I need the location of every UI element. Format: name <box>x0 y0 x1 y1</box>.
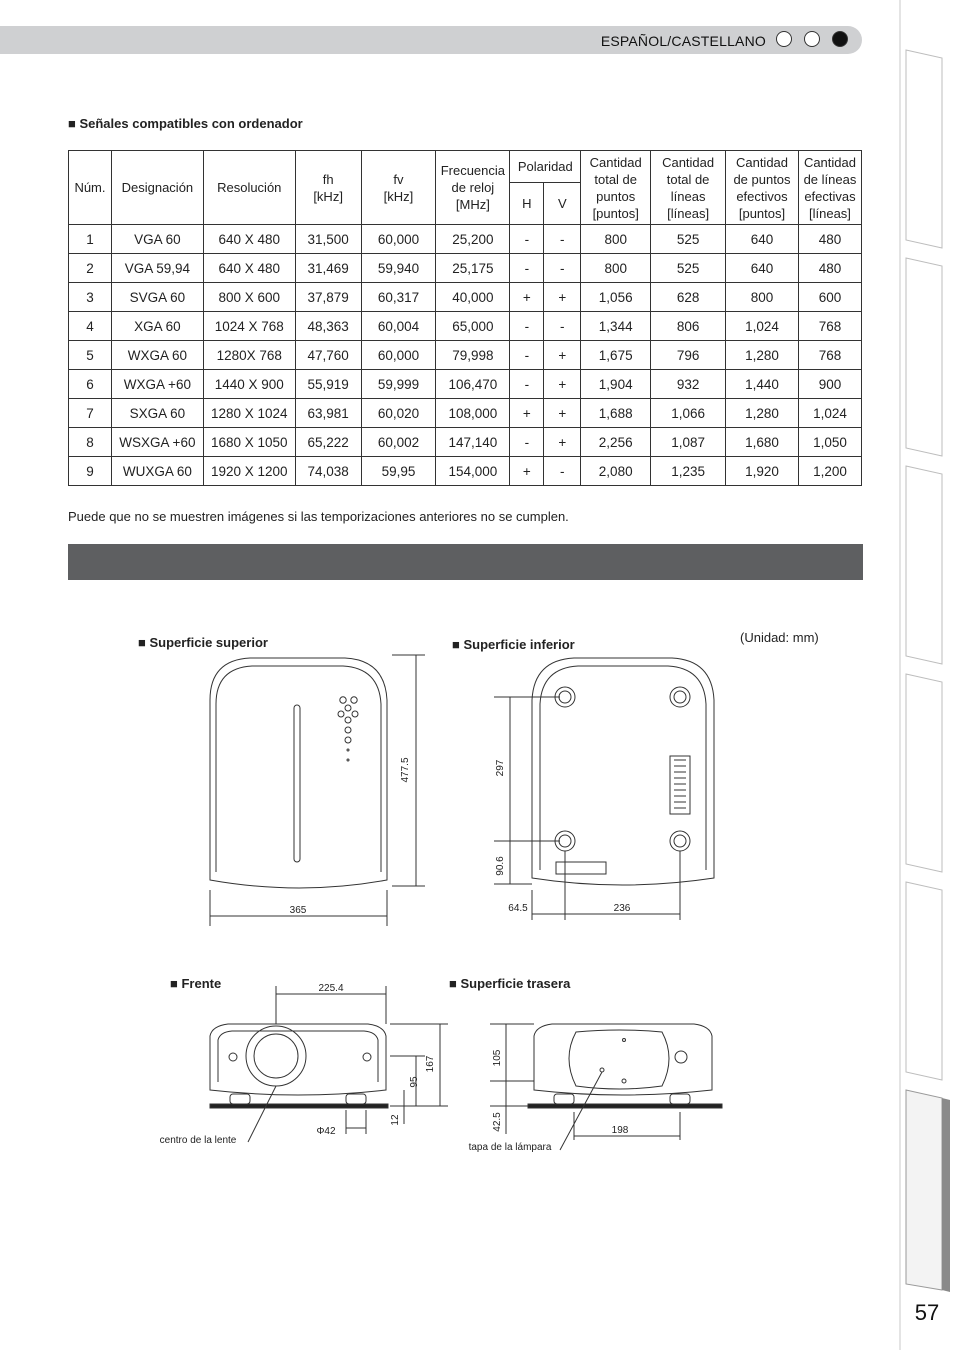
dim-bottom-906: 90.6 <box>495 856 506 876</box>
front-view-drawing <box>210 986 448 1142</box>
table-cell: 2,080 <box>581 457 651 486</box>
table-cell: 640 X 480 <box>203 254 295 283</box>
header-num: Núm. <box>69 151 112 225</box>
header-td-2: total de <box>594 171 638 187</box>
header-bar <box>0 26 862 54</box>
indicator-circle-1 <box>776 31 792 47</box>
table-cell: 640 X 480 <box>203 225 295 254</box>
table-cell: 1,087 <box>651 428 726 457</box>
label-bottom-surface: ■ Superficie inferior <box>452 637 575 652</box>
front-caption: centro de la lente <box>159 1135 237 1146</box>
bottom-view-drawing <box>494 658 714 920</box>
table-cell: 900 <box>798 370 861 399</box>
label-front: ■ Frente <box>170 976 222 991</box>
table-row <box>69 341 862 370</box>
table-cell: 59,95 <box>361 457 436 486</box>
table-cell: 1,688 <box>581 399 651 428</box>
table-cell: - <box>544 225 581 254</box>
table-cell: 1,904 <box>581 370 651 399</box>
header-clock <box>436 151 510 225</box>
header-tl-3: líneas <box>670 188 706 204</box>
header-td-3: puntos <box>596 188 636 204</box>
header-td-1: Cantidad <box>589 154 642 170</box>
table-cell: 1,920 <box>726 457 799 486</box>
header-total-dots <box>581 151 651 225</box>
table-cell: 5 <box>69 341 112 370</box>
page-number: 57 <box>914 1300 940 1325</box>
header-el-4: [líneas] <box>809 205 851 221</box>
table-cell: + <box>510 457 544 486</box>
table-row <box>69 283 862 312</box>
dimension-drawings <box>0 600 898 1180</box>
header-fh <box>295 151 361 225</box>
table-cell: 2 <box>69 254 112 283</box>
table-cell: 31,469 <box>295 254 361 283</box>
table-cell: - <box>510 225 544 254</box>
label-top-surface-text: Superficie superior <box>149 635 268 650</box>
header-el-2: de líneas <box>803 171 857 187</box>
table-cell: 2,256 <box>581 428 651 457</box>
label-rear-surface-text: Superficie trasera <box>460 976 571 991</box>
table-cell: 65,000 <box>436 312 510 341</box>
table-cell: - <box>510 254 544 283</box>
label-front-text: Frente <box>181 976 222 991</box>
header-tl-1: Cantidad <box>662 154 715 170</box>
table-row <box>69 254 862 283</box>
table-cell: 800 <box>581 225 651 254</box>
header-el-1: Cantidad <box>803 154 856 170</box>
rear-view-drawing <box>490 1024 722 1150</box>
table-cell: 1024 X 768 <box>203 312 295 341</box>
table-cell: 60,000 <box>361 341 436 370</box>
header-ed-3: efectivos <box>736 188 788 204</box>
label-rear-surface: ■ Superficie trasera <box>449 976 571 991</box>
table-cell: - <box>510 312 544 341</box>
table-cell: 1,675 <box>581 341 651 370</box>
dimensions-section-bar <box>68 544 863 580</box>
table-cell: 6 <box>69 370 112 399</box>
table-cell: 31,500 <box>295 225 361 254</box>
table-cell: 640 <box>726 225 799 254</box>
table-cell: 1,056 <box>581 283 651 312</box>
header-designation: Designación <box>111 151 203 225</box>
unit-label: (Unidad: mm) <box>740 630 819 645</box>
table-cell: 108,000 <box>436 399 510 428</box>
signals-table <box>68 150 862 486</box>
table-cell: 806 <box>651 312 726 341</box>
table-cell: 640 <box>726 254 799 283</box>
table-cell: 628 <box>651 283 726 312</box>
table-cell: 48,363 <box>295 312 361 341</box>
table-cell: - <box>544 312 581 341</box>
table-cell: + <box>544 428 581 457</box>
table-cell: 79,998 <box>436 341 510 370</box>
indicator-circle-2 <box>804 31 820 47</box>
table-cell: 65,222 <box>295 428 361 457</box>
dim-front-12: 12 <box>390 1114 401 1126</box>
signals-table-body <box>69 225 862 486</box>
table-cell: 3 <box>69 283 112 312</box>
table-cell: 1,344 <box>581 312 651 341</box>
table-cell: WUXGA 60 <box>111 457 203 486</box>
table-cell: 147,140 <box>436 428 510 457</box>
header-eff-dots <box>726 151 799 225</box>
table-cell: 932 <box>651 370 726 399</box>
dim-front-phi: Φ42 <box>316 1126 336 1137</box>
header-tl-2: total de <box>666 171 710 187</box>
table-cell: SVGA 60 <box>111 283 203 312</box>
table-cell: 106,470 <box>436 370 510 399</box>
table-cell: 40,000 <box>436 283 510 312</box>
table-row <box>69 225 862 254</box>
table-cell: 59,999 <box>361 370 436 399</box>
page-edge-tabs <box>898 0 954 1350</box>
dim-rear-425: 42.5 <box>492 1112 503 1132</box>
label-top-surface: ■ Superficie superior <box>138 635 268 650</box>
table-cell: 1,680 <box>726 428 799 457</box>
header-ed-4: [puntos] <box>738 205 786 221</box>
table-cell: + <box>544 283 581 312</box>
section-title-text: Señales compatibles con ordenador <box>79 116 303 131</box>
table-cell: 60,317 <box>361 283 436 312</box>
table-cell: 1,235 <box>651 457 726 486</box>
header-td-4: [puntos] <box>592 205 639 221</box>
dim-rear-198: 198 <box>611 1125 629 1136</box>
table-cell: WSXGA +60 <box>111 428 203 457</box>
table-cell: 4 <box>69 312 112 341</box>
table-cell: 25,200 <box>436 225 510 254</box>
table-cell: 1,280 <box>726 399 799 428</box>
table-cell: 800 <box>726 283 799 312</box>
table-cell: 60,002 <box>361 428 436 457</box>
table-cell: - <box>544 254 581 283</box>
top-view-drawing <box>210 655 425 926</box>
table-cell: 1,280 <box>726 341 799 370</box>
table-cell: 1 <box>69 225 112 254</box>
table-cell: 60,000 <box>361 225 436 254</box>
table-cell: + <box>510 283 544 312</box>
table-cell: 796 <box>651 341 726 370</box>
label-bottom-surface-text: Superficie inferior <box>463 637 575 652</box>
table-cell: + <box>510 399 544 428</box>
rear-caption: tapa de la lámpara <box>468 1142 552 1153</box>
table-cell: 1440 X 900 <box>203 370 295 399</box>
table-row <box>69 457 862 486</box>
header-clock-2: de reloj <box>451 180 495 195</box>
language-label: ESPAÑOL/CASTELLANO <box>600 33 766 49</box>
table-cell: XGA 60 <box>111 312 203 341</box>
table-cell: 154,000 <box>436 457 510 486</box>
table-cell: + <box>544 370 581 399</box>
header-el-3: efectivas <box>804 188 856 204</box>
table-cell: 1,024 <box>726 312 799 341</box>
header-fh-2: [kHz] <box>313 188 343 204</box>
header-fv-2: [kHz] <box>383 188 414 204</box>
table-cell: 1,050 <box>798 428 861 457</box>
table-cell: 9 <box>69 457 112 486</box>
table-cell: 1,066 <box>651 399 726 428</box>
table-cell: 60,020 <box>361 399 436 428</box>
table-cell: 1280 X 1024 <box>203 399 295 428</box>
dim-bottom-645: 64.5 <box>508 903 528 914</box>
table-note: Puede que no se muestren imágenes si las temporizaciones anteriores no se cumplen. <box>68 509 569 524</box>
table-cell: WXGA +60 <box>111 370 203 399</box>
header-ed-2: de puntos <box>733 171 791 187</box>
dim-rear-105: 105 <box>492 1049 503 1067</box>
dim-top-width: 365 <box>289 905 307 916</box>
table-cell: - <box>510 370 544 399</box>
header-polarity: Polaridad <box>510 151 581 183</box>
table-row <box>69 370 862 399</box>
table-cell: 74,038 <box>295 457 361 486</box>
header-eff-lines <box>798 151 861 225</box>
table-cell: + <box>544 399 581 428</box>
table-cell: 55,919 <box>295 370 361 399</box>
table-cell: 768 <box>798 312 861 341</box>
table-cell: 768 <box>798 341 861 370</box>
table-cell: 60,004 <box>361 312 436 341</box>
table-cell: 7 <box>69 399 112 428</box>
header-fh-1: fh <box>322 171 334 187</box>
table-cell: 8 <box>69 428 112 457</box>
header-total-lines <box>651 151 726 225</box>
header-fv-1: fv <box>393 171 404 187</box>
table-cell: VGA 59,94 <box>111 254 203 283</box>
dim-front-167: 167 <box>425 1055 436 1073</box>
indicator-circle-3 <box>832 31 848 47</box>
table-cell: 25,175 <box>436 254 510 283</box>
header-clock-1: Frecuencia <box>440 163 506 178</box>
table-cell: 480 <box>798 254 861 283</box>
table-cell: 1680 X 1050 <box>203 428 295 457</box>
table-cell: 1,200 <box>798 457 861 486</box>
table-cell: 1280X 768 <box>203 341 295 370</box>
dim-bottom-236: 236 <box>613 903 631 914</box>
table-row <box>69 428 862 457</box>
header-ed-1: Cantidad <box>735 154 789 170</box>
table-cell: - <box>510 428 544 457</box>
table-cell: 59,940 <box>361 254 436 283</box>
header-pol-h: H <box>510 183 544 225</box>
table-cell: 37,879 <box>295 283 361 312</box>
table-cell: - <box>510 341 544 370</box>
header-pol-v: V <box>544 183 581 225</box>
table-cell: 1,024 <box>798 399 861 428</box>
dim-top-height: 477.5 <box>400 757 411 783</box>
table-cell: 600 <box>798 283 861 312</box>
header-resolution: Resolución <box>203 151 295 225</box>
dim-bottom-297: 297 <box>495 759 506 777</box>
table-cell: - <box>544 457 581 486</box>
table-cell: 1920 X 1200 <box>203 457 295 486</box>
table-row <box>69 399 862 428</box>
table-cell: 480 <box>798 225 861 254</box>
table-row <box>69 312 862 341</box>
table-cell: SXGA 60 <box>111 399 203 428</box>
dim-front-95: 95 <box>409 1076 420 1088</box>
header-clock-3: [MHz] <box>455 197 490 212</box>
header-tl-4: [líneas] <box>667 205 710 221</box>
header-fv <box>361 151 436 225</box>
table-cell: + <box>544 341 581 370</box>
table-cell: VGA 60 <box>111 225 203 254</box>
table-cell: 800 X 600 <box>203 283 295 312</box>
table-cell: WXGA 60 <box>111 341 203 370</box>
table-cell: 63,981 <box>295 399 361 428</box>
table-cell: 47,760 <box>295 341 361 370</box>
table-cell: 800 <box>581 254 651 283</box>
table-cell: 1,440 <box>726 370 799 399</box>
table-cell: 525 <box>651 225 726 254</box>
dim-front-2254: 225.4 <box>318 983 344 994</box>
section-title: ■ Señales compatibles con ordenador <box>68 116 303 131</box>
table-cell: 525 <box>651 254 726 283</box>
